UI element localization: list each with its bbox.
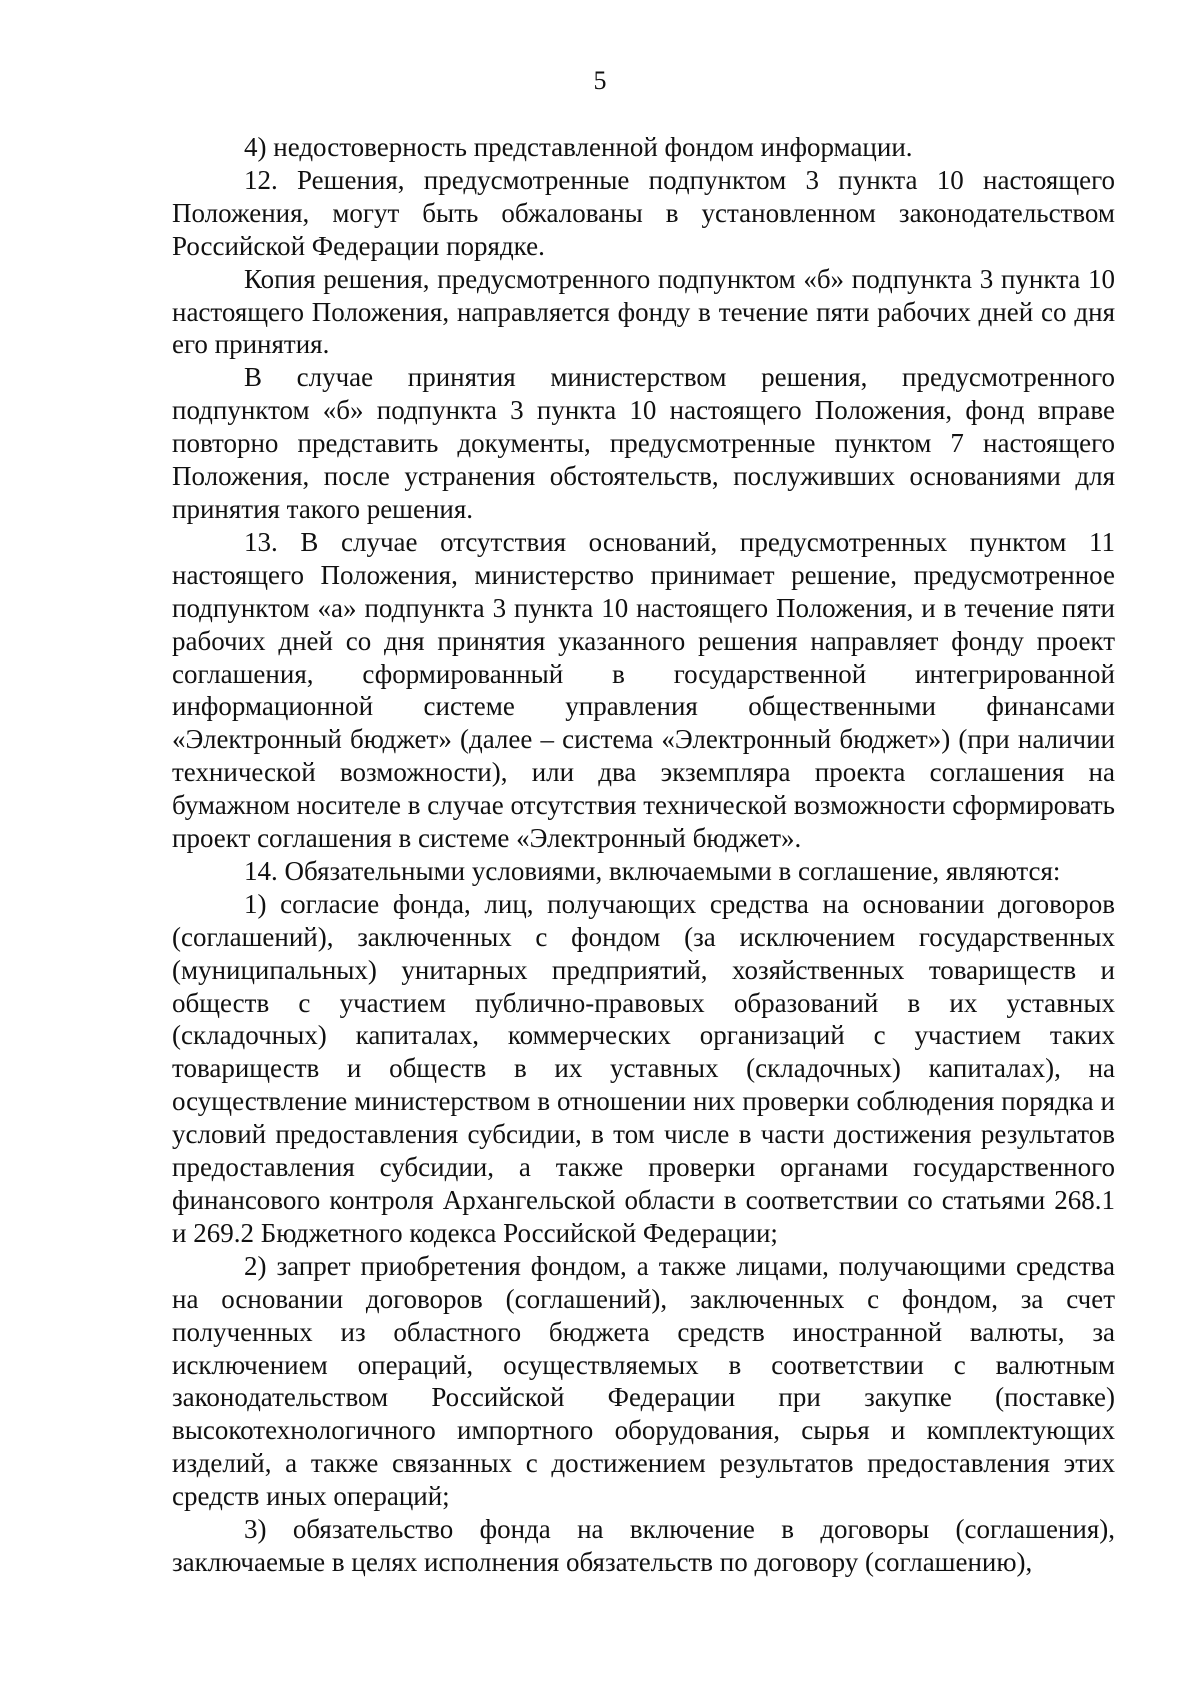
paragraph-decision-copy: Копия решения, предусмотренного подпунктом «б» подпункта 3 пункта 10 настоящего Положения, направляется фонду в течение пяти рабочих дней со дня его принятия. (172, 263, 1115, 360)
paragraph-clause-14: 14. Обязательными условиями, включаемыми в соглашение, являются: (244, 855, 1061, 886)
paragraph-condition-2: 2) запрет приобретения фондом, а также лицами, получающими средства на основании договоров (соглашений), заключенных с фондом, за счет полученных из областного бюджета средств иностранной валюты, за исключением операций, осуществляемых в соответствии с валютным законодательством Российской Федерации при закупке (поставке) высокотехнологичного импортного оборудования, сырья и комплектующих изделий, а также связанных с достижением результатов предоставления этих средств иных операций; (172, 1250, 1115, 1512)
paragraph-resubmission: В случае принятия министерством решения, предусмотренного подпунктом «б» подпункта 3 пункта 10 настоящего Положения, фонд вправе повторно представить документы, предусмотренные пунктом 7 настоящего Положения, после устранения обстоятельств, послуживших основаниями для принятия такого решения. (172, 362, 1115, 524)
paragraph-condition-3: 3) обязательство фонда на включение в договоры (соглашения), заключаемые в целях исполнения обязательств по договору (соглашению), (172, 1514, 1115, 1577)
page-number: 5 (593, 66, 607, 95)
paragraph-clause-13: 13. В случае отсутствия оснований, предусмотренных пунктом 11 настоящего Положения, министерство принимает решение, предусмотренное подпунктом «а» подпункта 3 пункта 10 настоящего Положения, и в течение пяти рабочих дней со дня принятия указанного решения направляет фонду проект соглашения, сформированный в государственной интегрированной информационной системе управления общественными финансами «Электронный бюджет» (далее – система «Электронный бюджет») (при наличии технической возможности), или два экземпляра проекта соглашения на бумажном носителе в случае отсутствия технической возможности сформировать проект соглашения в системе «Электронный бюджет». (172, 526, 1115, 854)
paragraph-condition-1: 1) согласие фонда, лиц, получающих средства на основании договоров (соглашений), заключенных с фондом (за исключением государственных (муниципальных) унитарных предприятий, хозяйственных товариществ и обществ с участием публично-правовых образований в их уставных (складочных) капиталах, коммерческих организаций с участием таких товариществ и обществ в их уставных (складочных) капиталах), на осуществление министерством в отношении них проверки соблюдения порядка и условий предоставления субсидии, в том числе в части достижения результатов предоставления субсидии, а также проверки органами государственного финансового контроля Архангельской области в соответствии со статьями 268.1 и 269.2 Бюджетного кодекса Российской Федерации; (172, 888, 1115, 1248)
paragraph-clause-12: 12. Решения, предусмотренные подпунктом 3 пункта 10 настоящего Положения, могут быть обжалованы в установленном законодательством Российской Федерации порядке. (172, 164, 1115, 261)
document-body (172, 131, 1115, 1579)
paragraph-item-4: 4) недостоверность представленной фондом информации. (244, 132, 913, 162)
